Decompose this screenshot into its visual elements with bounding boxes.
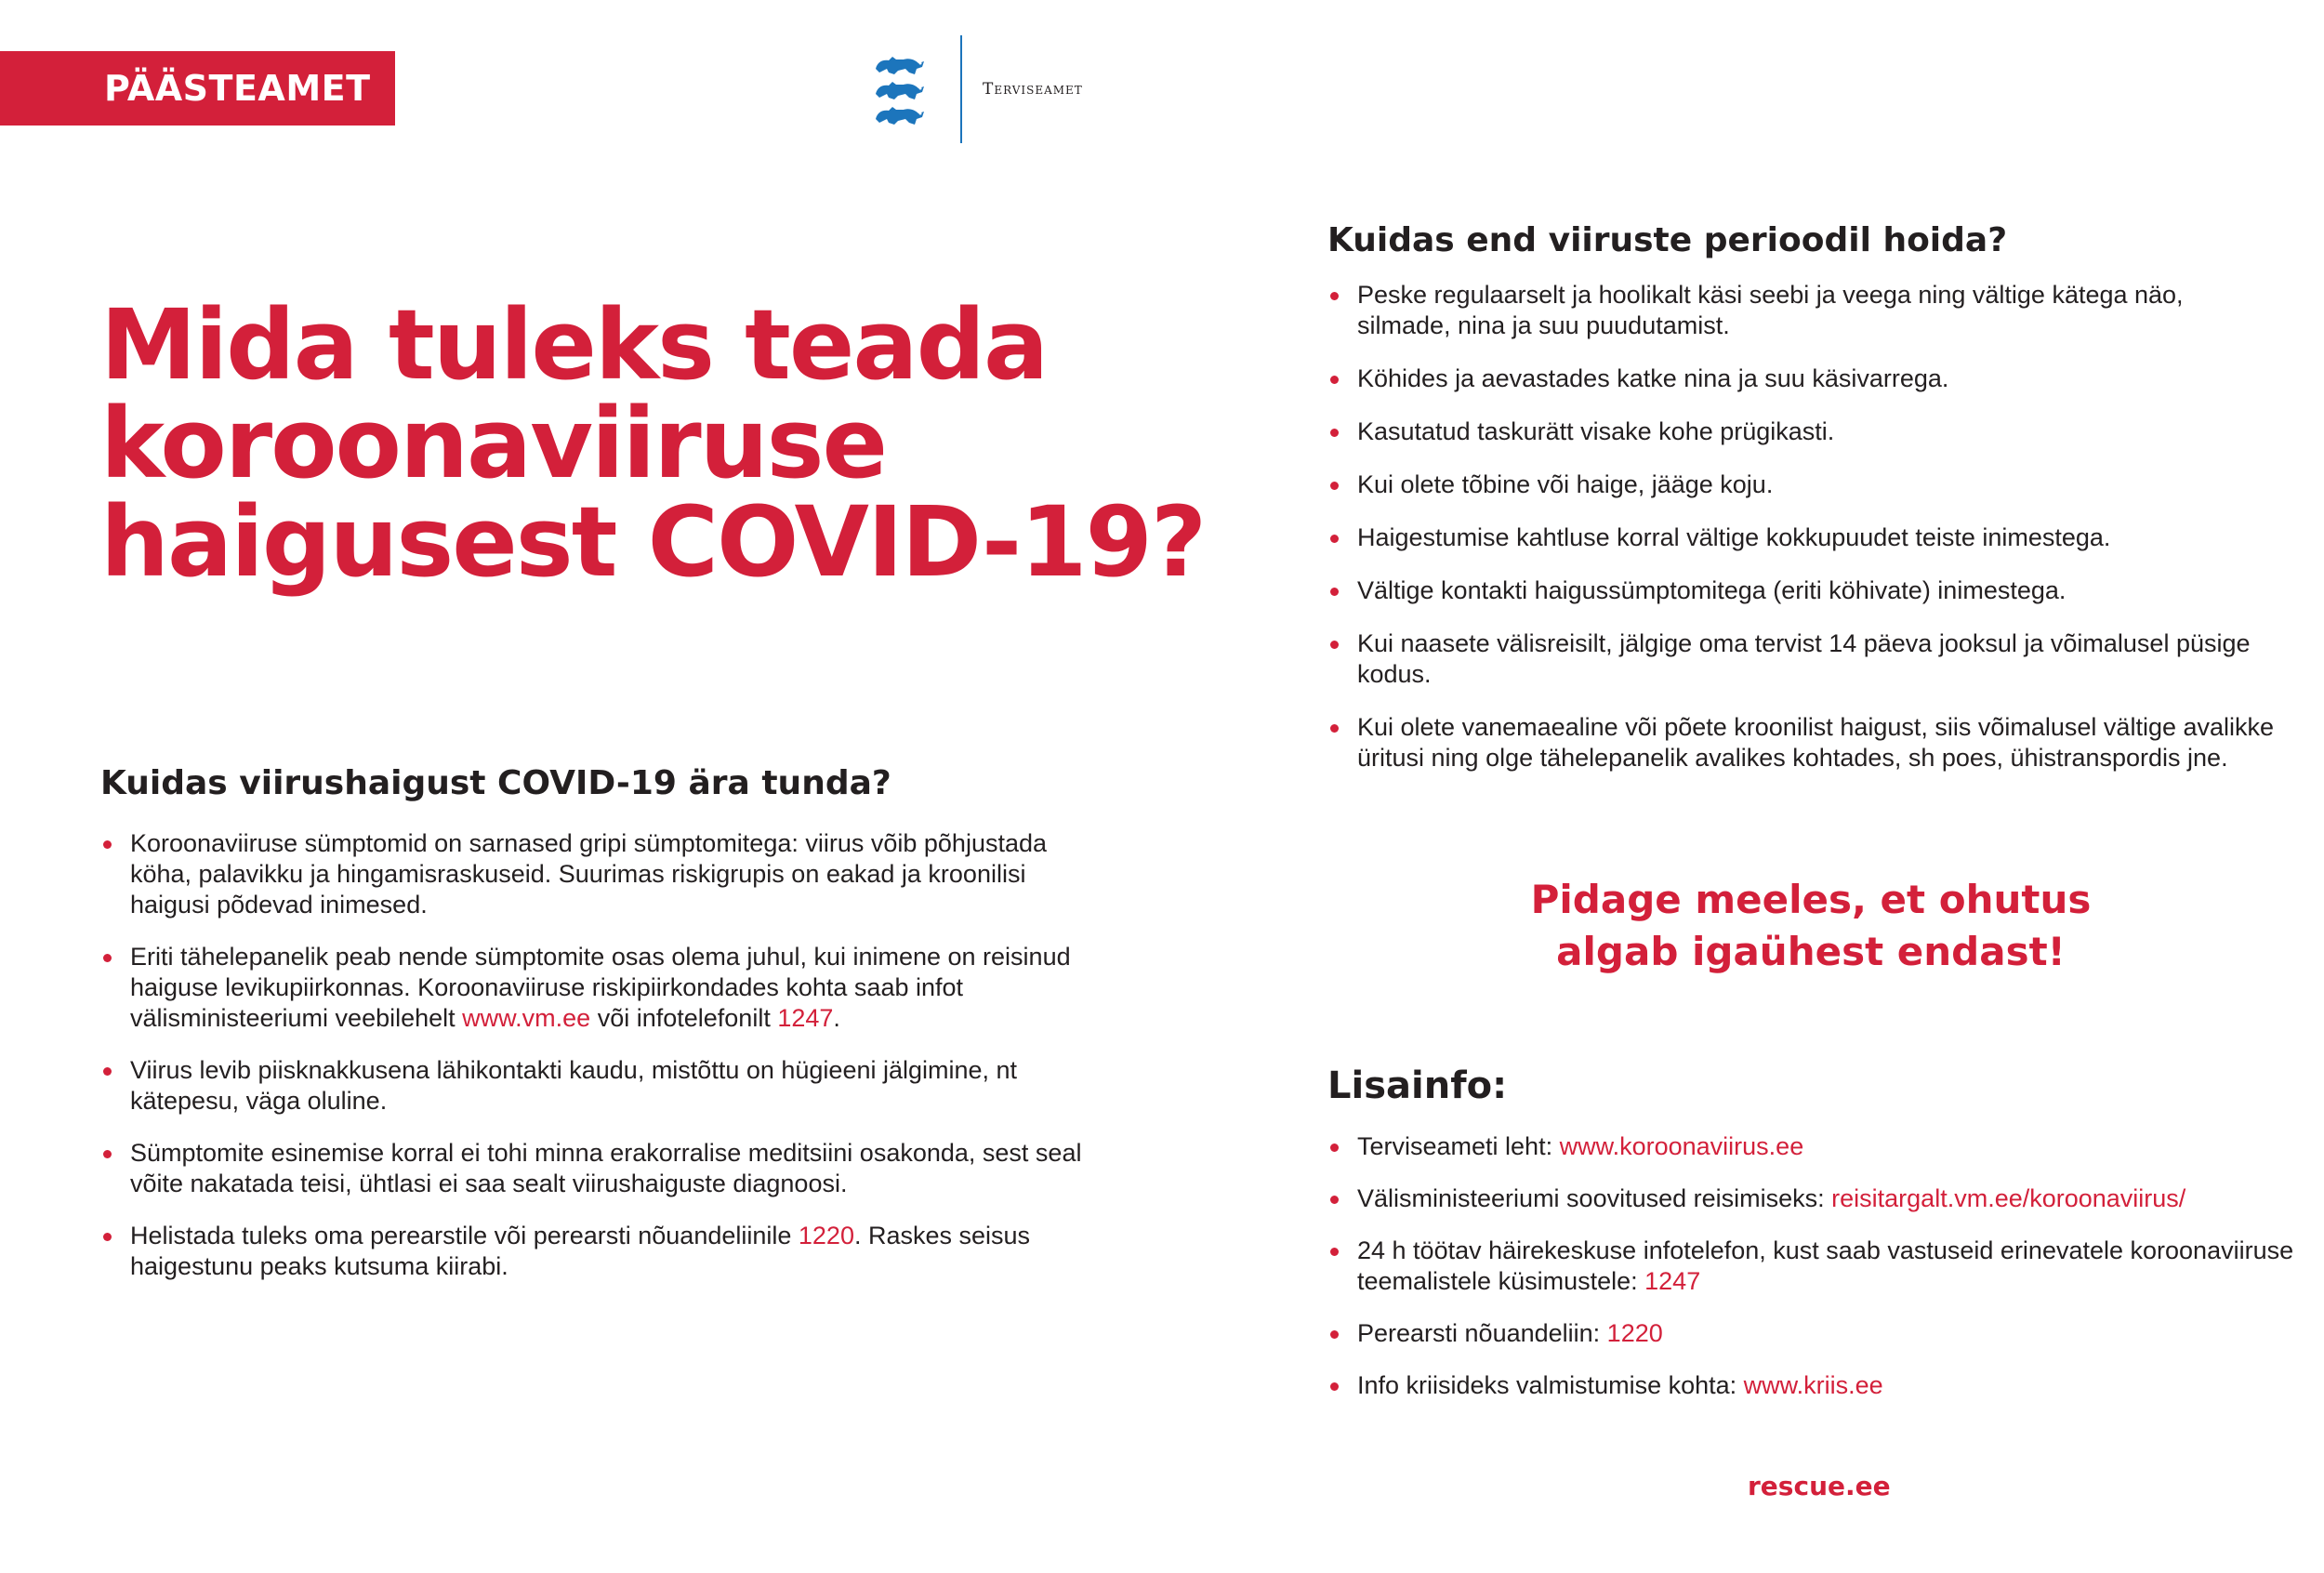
list-item xyxy=(100,1221,1086,1282)
list-item xyxy=(1327,575,2276,606)
item-text: Kui olete tõbine või haige, jääge koju. xyxy=(1357,470,1774,498)
logo-divider xyxy=(960,35,962,143)
bullet-icon xyxy=(1330,1382,1339,1391)
item-text: Info kriisideks valmistumise kohta: xyxy=(1357,1371,1744,1399)
bullet-icon xyxy=(1330,1196,1339,1204)
list-item xyxy=(1327,1131,2294,1162)
three-lions-coat-of-arms-icon xyxy=(872,52,928,126)
agency-name: Terviseamet xyxy=(983,80,1083,99)
koroonaviirus-link[interactable]: www.koroonaviirus.ee xyxy=(1559,1132,1804,1160)
info-heading: Lisainfo: xyxy=(1327,1064,1508,1107)
prevent-list xyxy=(1327,280,2276,773)
list-item xyxy=(100,1055,1086,1117)
bullet-icon xyxy=(1330,535,1339,543)
prevent-section xyxy=(1327,221,2276,796)
bullet-icon xyxy=(103,840,112,849)
reisitargalt-link[interactable]: reisitargalt.vm.ee/koroonaviirus/ xyxy=(1831,1184,2186,1212)
bullet-icon xyxy=(103,954,112,962)
item-text: Kui naasete välisreisilt, jälgige oma tervist 14 päeva jooksul ja võimalusel püsige kodus. xyxy=(1357,629,2251,688)
list-item xyxy=(100,1138,1086,1199)
list-item xyxy=(1327,1236,2294,1297)
phone-1220-link[interactable]: 1220 xyxy=(1606,1319,1663,1347)
footer-site-link[interactable]: rescue.ee xyxy=(1748,1471,1891,1501)
lion-icon xyxy=(872,52,928,76)
recognize-list xyxy=(100,828,1086,1282)
kriis-link[interactable]: www.kriis.ee xyxy=(1743,1371,1883,1399)
slogan-line-2: algab igaühest endast! xyxy=(1556,929,2066,974)
item-text: Sümptomite esinemise korral ei tohi minna erakorralise meditsiini osakonda, sest seal võite nakatada teisi, ühtlasi ei saa sealt viirushaiguste diagnoosi. xyxy=(130,1139,1082,1197)
list-item xyxy=(100,942,1086,1034)
info-list xyxy=(1327,1131,2294,1401)
bullet-icon xyxy=(1330,1248,1339,1256)
phone-1247-link[interactable]: 1247 xyxy=(1644,1267,1701,1295)
bullet-icon xyxy=(103,1067,112,1076)
lion-icon xyxy=(872,102,928,126)
item-text: Koroonaviiruse sümptomid on sarnased gripi sümptomitega: viirus võib põhjustada köha, palavikku ja hingamisraskuseid. Suurimas riskigrupis on eakad ja kroonilisi haigusi põdevad inimesed. xyxy=(130,829,1048,919)
prevent-heading: Kuidas end viiruste perioodil hoida? xyxy=(1327,221,2008,259)
item-text: Kasutatud taskurätt visake kohe prügikasti. xyxy=(1357,417,1835,445)
bullet-icon xyxy=(1330,1143,1339,1152)
page-title xyxy=(100,288,1216,599)
list-item xyxy=(100,828,1086,920)
title-line-2: koroonaviiruse xyxy=(100,387,887,500)
info-section xyxy=(1327,1064,2294,1422)
slogan-line-1: Pidage meeles, et ohutus xyxy=(1530,877,2092,922)
lion-icon xyxy=(872,77,928,101)
bullet-icon xyxy=(1330,1330,1339,1339)
recognize-section xyxy=(100,764,1086,1303)
bullet-icon xyxy=(103,1233,112,1241)
bullet-icon xyxy=(103,1150,112,1158)
item-text: Eriti tähelepanelik peab nende sümptomite osas olema juhul, kui inimene on reisinud haiguse levikupiirkonnas. Koroonaviiruse riskipiirkondades kohta saab infot välisministeeriumi veebilehelt xyxy=(130,943,1071,1032)
list-item xyxy=(1327,1370,2294,1401)
list-item xyxy=(1327,522,2276,553)
bullet-icon xyxy=(1330,376,1339,384)
bullet-icon xyxy=(1330,429,1339,437)
item-text: Vältige kontakti haigussümptomitega (eriti köhivate) inimestega. xyxy=(1357,576,2067,604)
list-item xyxy=(1327,364,2276,394)
phone-1220-link[interactable]: 1220 xyxy=(798,1222,854,1249)
list-item xyxy=(1327,1318,2294,1349)
list-item xyxy=(1327,1183,2294,1214)
bullet-icon xyxy=(1330,292,1339,300)
bullet-icon xyxy=(1330,588,1339,596)
paasteamet-logo xyxy=(0,51,395,126)
bullet-icon xyxy=(1330,482,1339,490)
brand-name: PÄÄSTEAMET xyxy=(104,68,371,109)
item-text: Kui olete vanemaealine või põete kroonilist haigust, siis võimalusel vältige avalikke üritusi ning olge tähelepanelik avalikes kohtades, sh poes, ühistranspordis jne. xyxy=(1357,713,2275,772)
item-text: Viirus levib piisknakkusena lähikontakti kaudu, mistõttu on hügieeni jälgimine, nt kätepesu, väga oluline. xyxy=(130,1056,1018,1115)
title-line-1: Mida tuleks teada xyxy=(100,288,1048,402)
list-item xyxy=(1327,712,2276,773)
item-text: Perearsti nõuandeliin: xyxy=(1357,1319,1607,1347)
item-text: või infotelefonilt xyxy=(590,1004,778,1032)
list-item xyxy=(1327,469,2276,500)
item-text: Välisministeeriumi soovitused reisimiseks: xyxy=(1357,1184,1832,1212)
slogan xyxy=(1327,874,2294,978)
item-text: Peske regulaarselt ja hoolikalt käsi seebi ja veega ning vältige kätega näo, silmade, nina ja suu puudutamist. xyxy=(1357,281,2184,339)
list-item xyxy=(1327,280,2276,341)
item-text: Haigestumise kahtluse korral vältige kokkupuudet teiste inimestega. xyxy=(1357,523,2111,551)
phone-1247-link[interactable]: 1247 xyxy=(777,1004,834,1032)
bullet-icon xyxy=(1330,724,1339,733)
terviseamet-logo xyxy=(872,35,1083,143)
recognize-heading: Kuidas viirushaigust COVID-19 ära tunda? xyxy=(100,764,891,802)
vm-link[interactable]: www.vm.ee xyxy=(462,1004,591,1032)
title-line-3: haigusest COVID-19? xyxy=(100,485,1206,599)
list-item xyxy=(1327,628,2276,690)
bullet-icon xyxy=(1330,641,1339,649)
item-text: . Raskes seisus haigestunu peaks kutsuma kiirabi. xyxy=(130,1222,1031,1280)
item-text: Terviseameti leht: xyxy=(1357,1132,1560,1160)
item-text: . xyxy=(833,1004,840,1032)
item-text: Helistada tuleks oma perearstile või perearsti nõuandeliinile xyxy=(130,1222,799,1249)
item-text: Köhides ja aevastades katke nina ja suu käsivarrega. xyxy=(1357,364,1949,392)
item-text: 24 h töötav häirekeskuse infotelefon, kust saab vastuseid erinevatele koroonaviiruse teemalistele küsimustele: xyxy=(1357,1236,2294,1295)
list-item xyxy=(1327,416,2276,447)
